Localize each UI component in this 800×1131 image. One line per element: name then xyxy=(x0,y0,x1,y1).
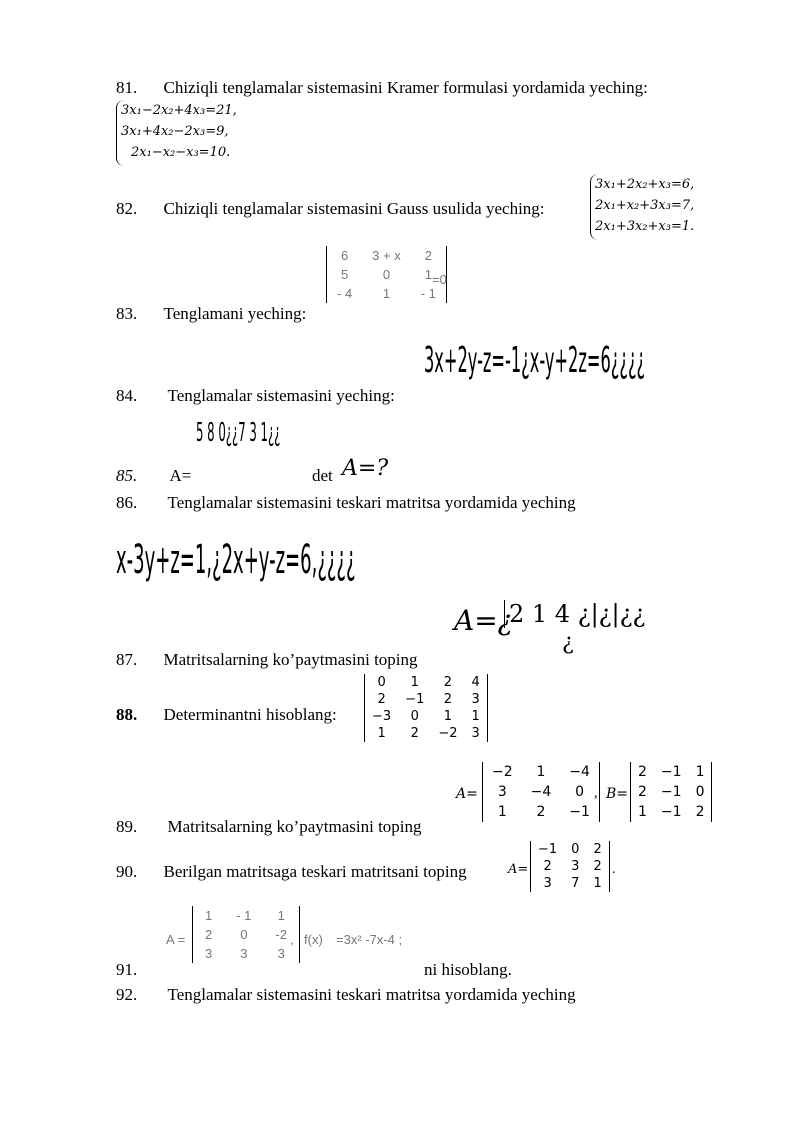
item-88 xyxy=(116,705,337,725)
item-number: 83. xyxy=(116,304,138,323)
a-label: A= xyxy=(508,862,529,877)
matrix-a-91 xyxy=(192,906,300,963)
item-number: 89. xyxy=(116,817,138,836)
det-equals: =0 xyxy=(432,272,447,287)
equation-line: 2x₁−x₂−x₃=10. xyxy=(131,145,231,160)
item-text: Berilgan matritsaga teskari matritsani toping xyxy=(163,862,467,881)
matrix-table: −2 1 −4 3 −4 0 1 2 −1 xyxy=(482,762,600,822)
equation-line: 3x₁−2x₂+4x₃=21, xyxy=(121,103,237,118)
item-82 xyxy=(116,199,545,219)
determinant-88 xyxy=(364,674,488,742)
item-number: 85. xyxy=(116,466,138,485)
equation-line: 2x₁+x₂+3x₃=7, xyxy=(595,198,695,213)
determinant-83 xyxy=(326,246,447,303)
item-86 xyxy=(116,493,576,513)
item-number: 90. xyxy=(116,862,138,881)
item-number: 88. xyxy=(116,705,138,724)
item-90 xyxy=(116,862,467,882)
garbled-matrix-85: 5 8 0¿¿7 3 1¿¿ xyxy=(196,418,281,448)
f-label: f(x) xyxy=(304,932,323,947)
determinant-table: 6 3 + x 2 5 0 1 - 4 1 - 1 xyxy=(326,246,447,303)
equation-line: 3x₁+4x₂−2x₃=9, xyxy=(121,124,229,139)
item-83 xyxy=(116,304,306,324)
matrix-table: −1 0 2 2 3 2 3 7 1 xyxy=(530,841,610,892)
item-92 xyxy=(116,985,576,1005)
matrix-a-90 xyxy=(530,841,610,892)
item-84 xyxy=(116,386,395,406)
item-87 xyxy=(116,650,418,670)
a-label: A= xyxy=(456,786,478,802)
item-text: Chiziqli tenglamalar sistemasini Kramer formulasi yordamida yeching: xyxy=(163,78,648,97)
matrix-table: 2 −1 1 2 −1 0 1 −1 2 xyxy=(630,762,712,822)
matrix-b-89 xyxy=(630,762,712,822)
item-number: 86. xyxy=(116,493,138,512)
matrix-a-89 xyxy=(482,762,600,822)
matrix-table: 1 - 1 1 2 0 -2 3 3 3 xyxy=(192,906,300,963)
det-label: det xyxy=(312,466,333,485)
determinant-table: 0 1 2 4 2 −1 2 3 −3 0 1 1 1 2 −2 3 xyxy=(364,674,488,742)
item-number: 87. xyxy=(116,650,138,669)
item-text: Matritsalarning ko’paytmasini toping xyxy=(167,817,422,836)
item-text: Tenglamalar sistemasini teskari matritsa yordamida yeching xyxy=(167,493,576,512)
item-text: Determinantni hisoblang: xyxy=(163,705,337,724)
item-text: Chiziqli tenglamalar sistemasini Gauss usulida yeching: xyxy=(163,199,545,218)
separator-comma: , xyxy=(290,932,294,947)
item-number: 81. xyxy=(116,78,138,97)
item-85 xyxy=(116,466,191,486)
item-91 xyxy=(116,960,137,980)
a-label: A = xyxy=(166,932,186,947)
item-number: 92. xyxy=(116,985,138,1004)
det-expression: A=? xyxy=(342,456,389,481)
a-label: A= xyxy=(169,466,192,485)
item-text: Tenglamalar sistemasini yeching: xyxy=(167,386,395,405)
garbled-matrix-87: 2 1 4 ¿|¿|¿¿ xyxy=(504,600,645,628)
end-period: . xyxy=(612,862,616,877)
item-number: 82. xyxy=(116,199,138,218)
item-text: Matritsalarning ko’paytmasini toping xyxy=(163,650,418,669)
item-91-tail: ni hisoblang. xyxy=(424,960,512,979)
item-text: Tenglamalar sistemasini teskari matritsa yordamida yeching xyxy=(167,985,576,1004)
item-text: Tenglamani yeching: xyxy=(163,304,307,323)
f-expression: =3x² -7x-4 ; xyxy=(336,932,403,947)
equation-system-82 xyxy=(590,174,694,240)
item-81 xyxy=(116,78,648,98)
garbled-mark-87: ¿ xyxy=(562,630,574,655)
item-89 xyxy=(116,817,422,837)
separator-comma: , xyxy=(594,786,598,801)
garbled-equation-86: x-3y+z=1,¿2x+y-z=6,¿¿¿¿ xyxy=(116,537,356,583)
equation-system-81 xyxy=(116,100,237,166)
equation-line: 2x₁+3x₂+x₃=1. xyxy=(595,219,695,234)
garbled-equation-84: 3x+2y-z=-1¿x-y+2z=6¿¿¿¿ xyxy=(424,340,646,381)
item-number: 91. xyxy=(116,960,138,979)
garbled-a-label-87: A=¿ xyxy=(454,604,513,637)
b-label: B= xyxy=(606,786,629,802)
equation-line: 3x₁+2x₂+x₃=6, xyxy=(595,177,695,192)
item-number: 84. xyxy=(116,386,138,405)
